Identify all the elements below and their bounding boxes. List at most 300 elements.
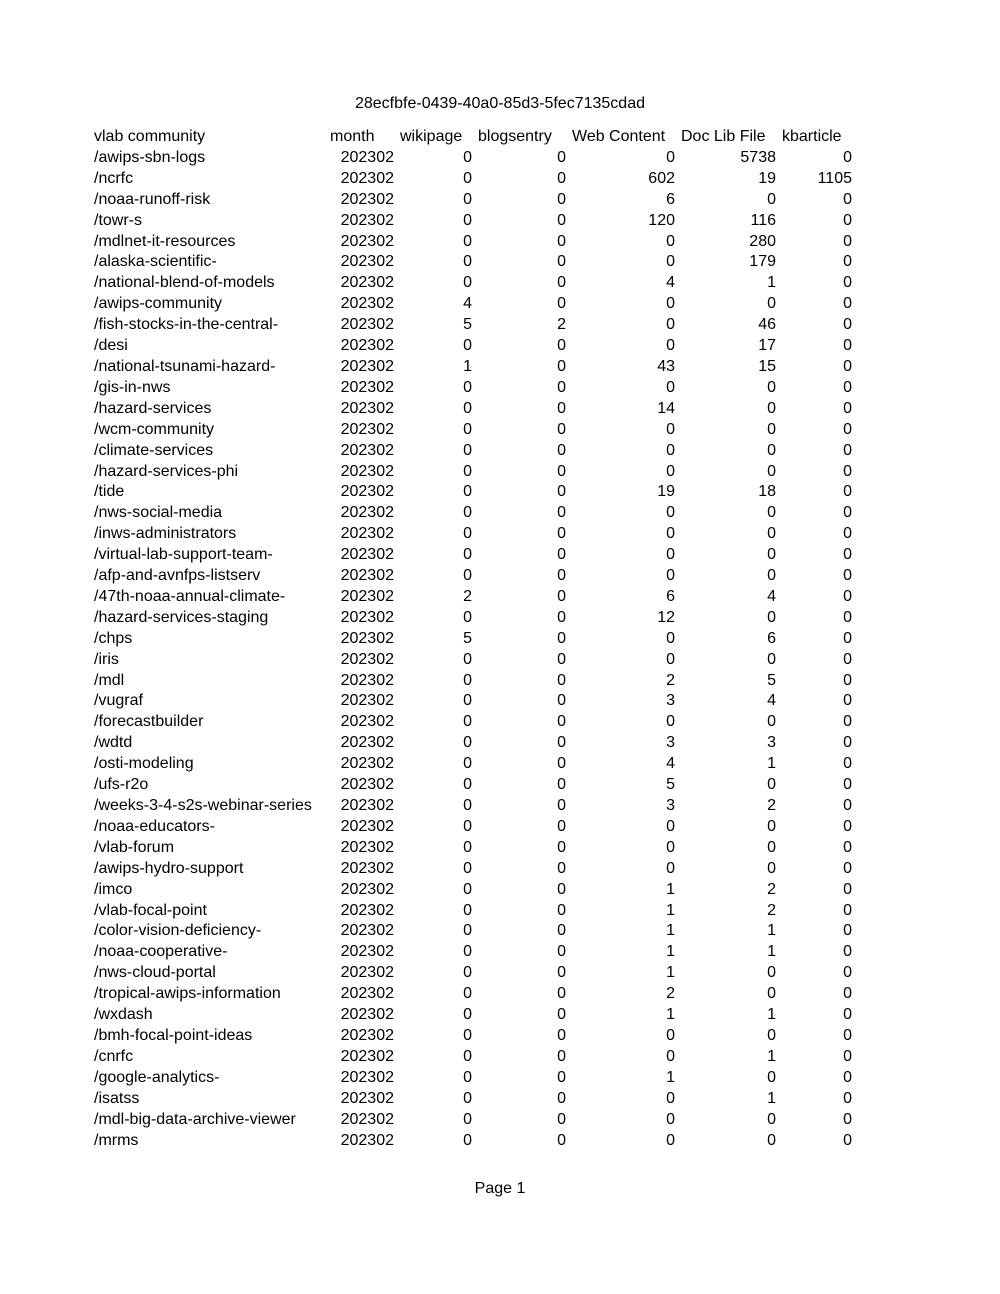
table-row [91,1110,855,1131]
table-row [91,796,855,817]
cell-web-content: 0 [666,629,675,647]
cell-vlab-community: /vugraf [94,692,143,710]
cell-doc-lib-file: 19 [758,169,776,187]
table-row [91,441,855,462]
table-row [91,942,855,963]
table-row [91,524,855,545]
cell-web-content: 6 [666,587,675,605]
cell-vlab-community: /hazard-services-staging [94,608,269,626]
cell-month: 202302 [340,985,394,1003]
cell-vlab-community: /alaska-scientific- [94,253,217,271]
cell-web-content: 19 [657,483,675,501]
table-row [91,399,855,420]
cell-kbarticle: 0 [843,253,852,271]
cell-doc-lib-file: 0 [767,1068,776,1086]
table-row [91,545,855,566]
table-row [91,232,855,253]
table-row [91,1026,855,1047]
cell-doc-lib-file: 0 [767,190,776,208]
cell-wikipage: 0 [463,232,472,250]
cell-web-content: 3 [666,734,675,752]
cell-web-content: 0 [666,378,675,396]
cell-blogsentry: 0 [557,190,566,208]
cell-vlab-community: /vlab-forum [94,838,175,856]
cell-web-content: 0 [666,420,675,438]
cell-web-content: 120 [648,211,675,229]
cell-vlab-community: /ufs-r2o [94,776,149,794]
cell-doc-lib-file: 0 [767,441,776,459]
cell-doc-lib-file: 17 [758,337,776,355]
report-title: 28ecfbfe-0439-40a0-85d3-5fec7135cdad [354,95,645,112]
cell-web-content: 0 [666,1026,675,1044]
cell-month: 202302 [340,441,394,459]
table-row [91,190,855,211]
cell-web-content: 0 [666,817,675,835]
cell-blogsentry: 0 [557,692,566,710]
cell-web-content: 3 [666,797,675,814]
cell-wikipage: 0 [463,441,472,459]
cell-vlab-community: /nws-cloud-portal [94,964,216,982]
cell-month: 202302 [340,546,394,564]
cell-doc-lib-file: 1 [767,1089,776,1107]
cell-kbarticle: 0 [843,880,852,898]
cell-doc-lib-file: 0 [767,650,776,668]
cell-kbarticle: 0 [843,295,852,313]
table-row [91,838,855,859]
table-row [91,1068,855,1089]
cell-kbarticle: 0 [843,964,852,982]
cell-doc-lib-file: 0 [767,1110,776,1128]
cell-vlab-community: /iris [94,650,119,668]
cell-blogsentry: 0 [557,441,566,459]
cell-month: 202302 [340,190,394,208]
table-row [91,169,855,190]
cell-web-content: 1 [666,880,675,898]
cell-web-content: 0 [666,337,675,355]
cell-web-content: 1 [666,943,675,961]
cell-month: 202302 [340,943,394,961]
cell-web-content: 5 [666,776,675,794]
cell-wikipage: 0 [463,964,472,982]
page-number: Page 1 [474,1180,526,1197]
table-row [91,211,855,232]
cell-wikipage: 0 [463,1131,472,1149]
cell-blogsentry: 0 [557,650,566,668]
cell-month: 202302 [340,629,394,647]
cell-wikipage: 0 [463,567,472,585]
cell-doc-lib-file: 0 [767,567,776,585]
cell-vlab-community: /noaa-educators- [94,817,215,835]
cell-doc-lib-file: 1 [767,922,776,940]
cell-vlab-community: /noaa-cooperative- [94,943,228,961]
cell-web-content: 43 [657,357,675,375]
cell-kbarticle: 0 [843,838,852,856]
cell-wikipage: 0 [463,922,472,940]
column-header-wikipage: wikipage [400,128,463,145]
cell-vlab-community: /wcm-community [94,420,215,438]
cell-doc-lib-file: 6 [767,629,776,647]
cell-wikipage: 0 [463,253,472,271]
cell-month: 202302 [340,734,394,752]
cell-kbarticle: 0 [843,943,852,961]
cell-doc-lib-file: 116 [750,211,776,229]
cell-blogsentry: 0 [557,148,566,166]
cell-vlab-community: /forecastbuilder [94,713,204,731]
cell-kbarticle: 0 [843,441,852,459]
cell-doc-lib-file: 0 [767,859,776,877]
cell-doc-lib-file: 0 [767,420,776,438]
cell-month: 202302 [340,420,394,438]
cell-wikipage: 0 [463,1110,472,1128]
cell-doc-lib-file: 0 [767,817,776,835]
cell-kbarticle: 0 [843,692,852,710]
cell-blogsentry: 0 [557,922,566,940]
cell-web-content: 2 [666,985,675,1003]
cell-web-content: 602 [648,169,675,187]
cell-month: 202302 [340,1026,394,1044]
cell-month: 202302 [340,316,394,334]
cell-wikipage: 0 [463,483,472,501]
cell-blogsentry: 0 [557,253,566,271]
cell-wikipage: 0 [463,692,472,710]
cell-vlab-community: /cnrfc [94,1047,134,1065]
cell-kbarticle: 0 [843,546,852,564]
cell-web-content: 0 [666,253,675,271]
cell-kbarticle: 0 [843,190,852,208]
cell-month: 202302 [340,211,394,229]
cell-wikipage: 0 [463,420,472,438]
cell-doc-lib-file: 0 [767,1131,776,1149]
cell-doc-lib-file: 0 [767,378,776,396]
cell-kbarticle: 0 [843,274,852,292]
cell-kbarticle: 0 [843,525,852,543]
cell-kbarticle: 0 [843,671,852,689]
cell-kbarticle: 0 [843,776,852,794]
cell-vlab-community: /hazard-services-phi [94,462,239,480]
cell-blogsentry: 0 [557,546,566,564]
column-header-kbarticle: kbarticle [782,128,842,145]
cell-month: 202302 [340,901,394,919]
cell-blogsentry: 0 [557,671,566,689]
cell-kbarticle: 0 [843,817,852,835]
cell-doc-lib-file: 46 [758,316,776,334]
cell-kbarticle: 0 [843,650,852,668]
cell-kbarticle: 0 [843,399,852,417]
cell-kbarticle: 0 [843,985,852,1003]
cell-web-content: 1 [666,1068,675,1086]
cell-kbarticle: 0 [843,148,852,166]
cell-wikipage: 0 [463,274,472,292]
cell-wikipage: 0 [463,1006,472,1024]
cell-kbarticle: 0 [843,337,852,355]
cell-month: 202302 [340,483,394,501]
cell-month: 202302 [340,797,394,814]
table-row [91,629,855,650]
cell-blogsentry: 0 [557,567,566,585]
cell-blogsentry: 0 [557,399,566,417]
cell-web-content: 0 [666,316,675,334]
cell-month: 202302 [340,274,394,292]
table-row [91,566,855,587]
table-row [91,420,855,441]
cell-kbarticle: 0 [843,378,852,396]
cell-web-content: 2 [666,671,675,689]
cell-vlab-community: /gis-in-nws [94,378,171,396]
cell-vlab-community: /color-vision-deficiency- [94,922,262,940]
table-row [91,963,855,984]
cell-doc-lib-file: 0 [767,295,776,313]
cell-month: 202302 [340,922,394,940]
table-row [91,273,855,294]
cell-vlab-community: /virtual-lab-support-team- [94,546,273,564]
cell-doc-lib-file: 0 [767,776,776,794]
table-row [91,817,855,838]
cell-web-content: 4 [666,274,675,292]
table-row [91,1131,855,1152]
table-row [91,1047,855,1068]
cell-vlab-community: /wdtd [94,734,133,752]
column-header-web-content: Web Content [572,128,666,145]
cell-doc-lib-file: 2 [767,797,776,814]
table-row [91,357,855,378]
table-row [91,1005,855,1026]
cell-web-content: 12 [657,608,675,626]
cell-blogsentry: 0 [557,985,566,1003]
cell-vlab-community: /hazard-services [94,399,212,417]
cell-month: 202302 [340,253,394,271]
cell-vlab-community: /isatss [94,1089,140,1107]
cell-kbarticle: 1105 [817,169,852,187]
cell-vlab-community: /awips-sbn-logs [94,148,206,166]
column-header-blogsentry: blogsentry [478,128,552,145]
cell-wikipage: 0 [463,859,472,877]
cell-vlab-community: /inws-administrators [94,525,237,543]
cell-month: 202302 [340,817,394,835]
cell-kbarticle: 0 [843,1026,852,1044]
cell-web-content: 0 [666,462,675,480]
cell-month: 202302 [340,1089,394,1107]
cell-web-content: 0 [666,232,675,250]
cell-vlab-community: /tide [94,483,125,501]
table-row [91,378,855,399]
cell-kbarticle: 0 [843,232,852,250]
cell-vlab-community: /awips-community [94,295,223,313]
cell-blogsentry: 0 [557,901,566,919]
cell-blogsentry: 0 [557,1006,566,1024]
cell-kbarticle: 0 [843,1131,852,1149]
cell-vlab-community: /google-analytics- [94,1068,220,1086]
cell-web-content: 1 [666,901,675,919]
cell-blogsentry: 0 [557,462,566,480]
cell-kbarticle: 0 [843,713,852,731]
cell-kbarticle: 0 [843,859,852,877]
cell-month: 202302 [340,713,394,731]
cell-doc-lib-file: 3 [767,734,776,752]
cell-vlab-community: /national-tsunami-hazard- [94,357,276,375]
table-row [91,252,855,273]
cell-web-content: 0 [666,441,675,459]
table-row [91,859,855,880]
cell-kbarticle: 0 [843,922,852,940]
cell-wikipage: 0 [463,337,472,355]
cell-web-content: 0 [666,567,675,585]
cell-blogsentry: 0 [557,274,566,292]
cell-kbarticle: 0 [843,483,852,501]
cell-blogsentry: 0 [557,420,566,438]
cell-vlab-community: /chps [94,629,133,647]
cell-wikipage: 0 [463,525,472,543]
table-body [91,148,855,1152]
cell-blogsentry: 0 [557,776,566,794]
cell-wikipage: 0 [463,776,472,794]
cell-doc-lib-file: 0 [767,713,776,731]
cell-vlab-community: /mdl [94,671,125,689]
table-row [91,148,855,169]
cell-wikipage: 5 [463,629,472,647]
cell-month: 202302 [340,964,394,982]
cell-blogsentry: 0 [557,838,566,856]
cell-month: 202302 [340,1131,394,1149]
cell-doc-lib-file: 0 [767,1026,776,1044]
cell-kbarticle: 0 [843,1089,852,1107]
cell-web-content: 0 [666,859,675,877]
cell-kbarticle: 0 [843,1047,852,1065]
cell-blogsentry: 0 [557,504,566,522]
cell-blogsentry: 0 [557,734,566,752]
cell-blogsentry: 0 [557,943,566,961]
cell-blogsentry: 0 [557,357,566,375]
cell-wikipage: 0 [463,755,472,773]
cell-doc-lib-file: 280 [749,232,776,250]
cell-wikipage: 0 [463,650,472,668]
cell-blogsentry: 0 [557,964,566,982]
cell-wikipage: 2 [463,587,472,605]
cell-blogsentry: 0 [557,1026,566,1044]
cell-doc-lib-file: 0 [767,399,776,417]
cell-kbarticle: 0 [843,316,852,334]
cell-month: 202302 [340,462,394,480]
cell-month: 202302 [340,169,394,187]
cell-month: 202302 [340,525,394,543]
cell-month: 202302 [340,755,394,773]
cell-doc-lib-file: 2 [767,901,776,919]
cell-blogsentry: 0 [557,755,566,773]
cell-kbarticle: 0 [843,504,852,522]
cell-blogsentry: 0 [557,797,566,814]
cell-month: 202302 [340,1068,394,1086]
cell-blogsentry: 0 [557,1089,566,1107]
cell-web-content: 0 [666,1131,675,1149]
cell-wikipage: 0 [463,943,472,961]
table-row [91,733,855,754]
cell-month: 202302 [340,1110,394,1128]
cell-blogsentry: 0 [557,295,566,313]
cell-wikipage: 0 [463,148,472,166]
cell-blogsentry: 0 [557,211,566,229]
cell-month: 202302 [340,378,394,396]
cell-blogsentry: 0 [557,629,566,647]
cell-doc-lib-file: 1 [767,755,776,773]
cell-vlab-community: /afp-and-avnfps-listserv [94,567,261,585]
cell-kbarticle: 0 [843,629,852,647]
cell-web-content: 3 [666,692,675,710]
table-row [91,775,855,796]
cell-doc-lib-file: 1 [767,943,776,961]
cell-doc-lib-file: 0 [767,546,776,564]
cell-vlab-community: /ncrfc [94,169,134,187]
cell-web-content: 1 [666,1006,675,1024]
cell-blogsentry: 0 [557,1047,566,1065]
cell-wikipage: 0 [463,901,472,919]
table-row [91,608,855,629]
cell-kbarticle: 0 [843,755,852,773]
cell-month: 202302 [340,587,394,605]
cell-wikipage: 0 [463,880,472,898]
table-row [91,336,855,357]
cell-wikipage: 0 [463,211,472,229]
cell-month: 202302 [340,567,394,585]
table-row [91,671,855,692]
cell-doc-lib-file: 1 [767,1006,776,1024]
cell-kbarticle: 0 [843,797,852,814]
cell-month: 202302 [340,399,394,417]
cell-doc-lib-file: 0 [767,608,776,626]
cell-wikipage: 0 [463,713,472,731]
cell-web-content: 0 [666,1089,675,1107]
cell-doc-lib-file: 4 [767,587,776,605]
cell-web-content: 4 [666,755,675,773]
cell-web-content: 14 [657,399,675,417]
cell-doc-lib-file: 0 [767,504,776,522]
cell-vlab-community: /awips-hydro-support [94,859,244,877]
cell-vlab-community: /tropical-awips-information [94,985,281,1003]
cell-vlab-community: /fish-stocks-in-the-central- [94,316,279,334]
cell-blogsentry: 0 [557,1068,566,1086]
cell-vlab-community: /bmh-focal-point-ideas [94,1026,253,1044]
cell-vlab-community: /mdlnet-it-resources [94,232,236,250]
cell-month: 202302 [340,1047,394,1065]
cell-blogsentry: 0 [557,337,566,355]
cell-wikipage: 0 [463,985,472,1003]
cell-web-content: 0 [666,1110,675,1128]
cell-wikipage: 0 [463,671,472,689]
cell-vlab-community: /imco [94,880,133,898]
cell-blogsentry: 0 [557,1110,566,1128]
cell-wikipage: 4 [463,295,472,313]
cell-vlab-community: /weeks-3-4-s2s-webinar-series [94,797,312,814]
cell-web-content: 0 [666,650,675,668]
cell-wikipage: 0 [463,399,472,417]
table-row [91,901,855,922]
column-header-vlab-community: vlab community [94,128,206,145]
table-row [91,650,855,671]
cell-month: 202302 [340,148,394,166]
community-usage-table [91,127,855,1151]
cell-vlab-community: /towr-s [94,211,142,229]
cell-blogsentry: 0 [557,859,566,877]
cell-kbarticle: 0 [843,567,852,585]
cell-blogsentry: 0 [557,608,566,626]
cell-kbarticle: 0 [843,901,852,919]
cell-vlab-community: /wxdash [94,1006,153,1024]
table-row [91,503,855,524]
cell-wikipage: 0 [463,734,472,752]
cell-wikipage: 1 [463,357,472,375]
table-row [91,754,855,775]
cell-kbarticle: 0 [843,1006,852,1024]
cell-doc-lib-file: 4 [767,692,776,710]
cell-doc-lib-file: 0 [767,964,776,982]
